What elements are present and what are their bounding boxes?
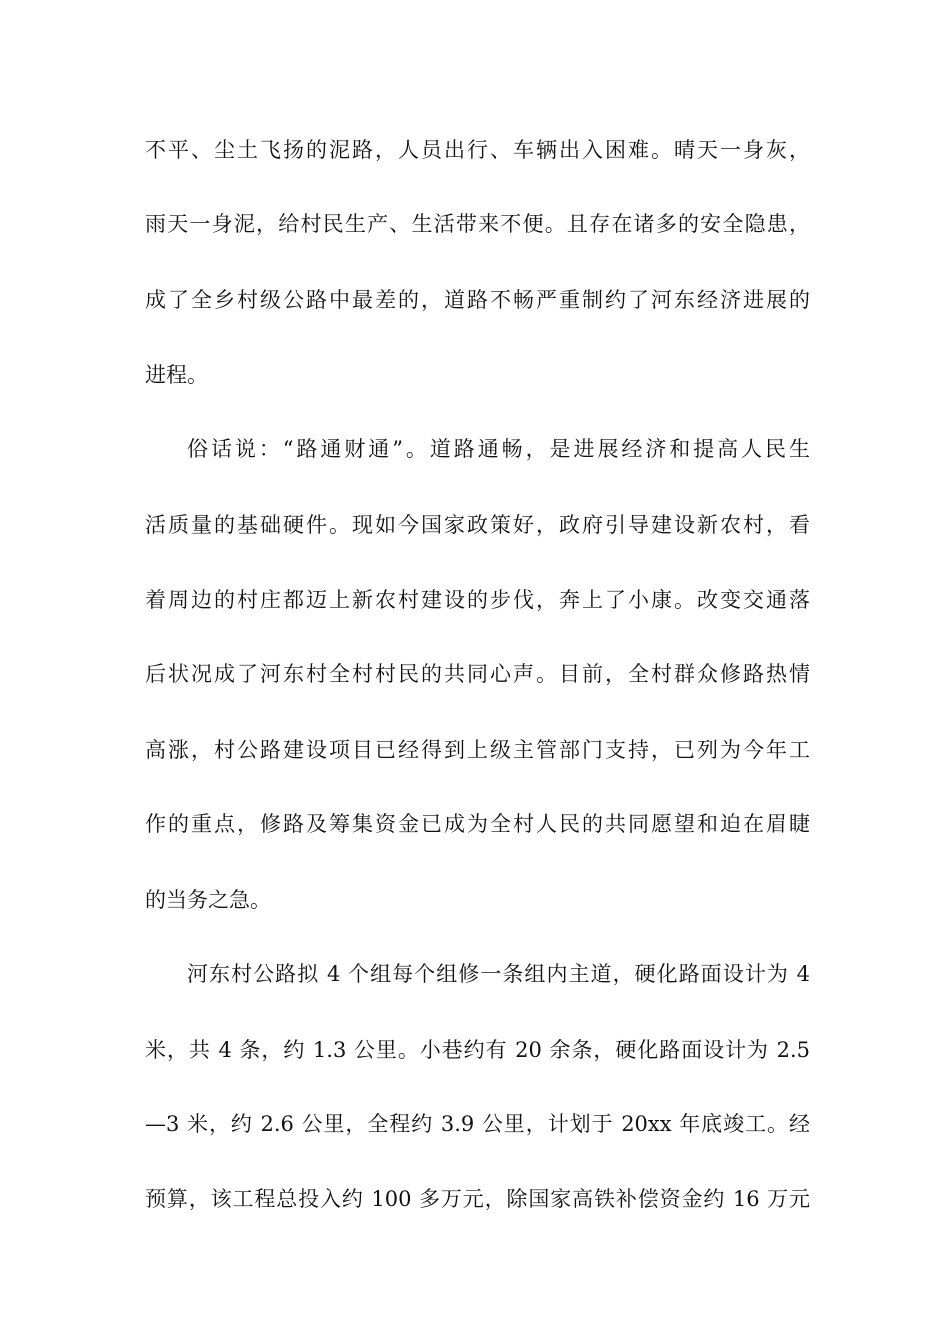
paragraph-line: 预算，该工程总投入约 100 多万元，除国家高铁补偿资金约 16 万元 xyxy=(145,1187,810,1211)
paragraph-line: 的当务之急。 xyxy=(145,888,271,912)
paragraph-line: 米，共 4 条，约 1.3 公里。小巷约有 20 余条，硬化路面设计为 2.5 xyxy=(145,1038,810,1062)
paragraph-line: 雨天一身泥，给村民生产、生活带来不便。且存在诸多的安全隐患， xyxy=(145,212,810,236)
paragraph-line: 进程。 xyxy=(145,363,208,387)
paragraph-line: 后状况成了河东村全村村民的共同心声。目前，全村群众修路热情 xyxy=(145,662,810,686)
paragraph-line: 作的重点，修路及筹集资金已成为全村人民的共同愿望和迫在眉睫 xyxy=(145,812,810,836)
paragraph-line: 俗话说：“路通财通”。道路通畅，是进展经济和提高人民生 xyxy=(187,437,810,461)
paragraph-line: 成了全乡村级公路中最差的，道路不畅严重制约了河东经济进展的 xyxy=(145,288,810,312)
paragraph-line: 活质量的基础硬件。现如今国家政策好，政府引导建设新农村，看 xyxy=(145,513,810,537)
paragraph-line: —3 米，约 2.6 公里，全程约 3.9 公里，计划于 20xx 年底竣工。经 xyxy=(145,1112,810,1136)
paragraph-line: 着周边的村庄都迈上新农村建设的步伐，奔上了小康。改变交通落 xyxy=(145,588,810,612)
paragraph-line: 不平、尘土飞扬的泥路，人员出行、车辆出入困难。晴天一身灰， xyxy=(145,138,810,162)
paragraph-line: 高涨，村公路建设项目已经得到上级主管部门支持，已列为今年工 xyxy=(145,738,810,762)
paragraph-line: 河东村公路拟 4 个组每个组修一条组内主道，硬化路面设计为 4 xyxy=(187,962,810,986)
